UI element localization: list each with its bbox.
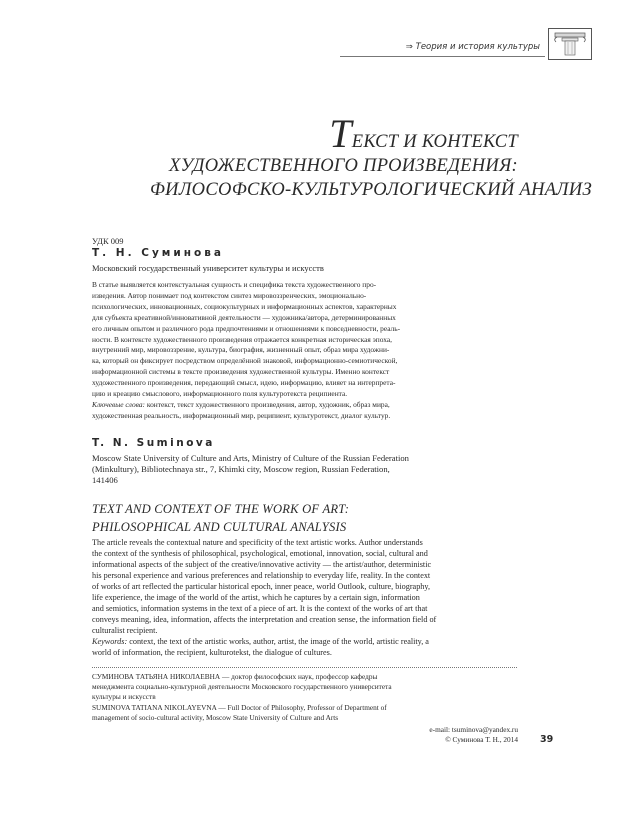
author-name-ru: Т. Н. Суминова — [92, 247, 224, 259]
column-logo — [548, 28, 592, 60]
abstract-line: and semiotics, information systems in the text of a piece of art. It is the context of the works of art that — [92, 604, 428, 613]
abstract-line: внутренний мир, мировоззрение, культура, биография, жизненный опыт, образ мира художни- — [92, 345, 390, 355]
abstract-line: для субъекта креативной/инновативной деятельности — художника/автора, детерминированных — [92, 312, 396, 322]
section-title: Теория и история культуры — [415, 42, 540, 52]
abstract-line: informational aspects of the subject of the creative/innovative activity — the artist/author, deterministic — [92, 560, 432, 569]
keywords-text-en: context, the text of the artistic works, author, artist, the image of the world, artistic reality, a — [127, 637, 429, 646]
title-line-3: ФИЛОСОФСКО-КУЛЬТУРОЛОГИЧЕСКИЙ АНАЛИЗ — [150, 180, 592, 200]
arrow-icon: ⇒ — [405, 42, 413, 52]
affiliation-en — [92, 453, 517, 486]
keywords-en — [92, 636, 516, 647]
article-title-ru — [150, 111, 592, 202]
keywords-label-ru: Ключевые слова: — [92, 399, 145, 409]
title-en-line-1: TEXT AND CONTEXT OF THE WORK OF ART: — [92, 502, 350, 516]
running-header — [340, 42, 540, 52]
title-line-2: ХУДОЖЕСТВЕННОГО ПРОИЗВЕДЕНИЯ: — [169, 156, 518, 176]
contact-block — [300, 725, 518, 745]
title-initial: Т — [329, 111, 352, 156]
abstract-line: ности. В контексте художественного произведения отражается конкретная историческая эпоха, — [92, 334, 392, 344]
abstract-line: conveys meaning, idea, information, affects the interpretation and creation sense, the information field of — [92, 615, 437, 624]
keywords-ru — [92, 400, 514, 411]
title-en-line-2: PHILOSOPHICAL AND CULTURAL ANALYSIS — [92, 520, 347, 534]
page-number: 39 — [540, 734, 554, 745]
abstract-line: The article reveals the contextual nature and specificity of the text artistic works. Author understands — [92, 538, 423, 547]
abstract-line: психологических, инновационных, социокультурных и информационных аспектов, характерных — [92, 301, 397, 311]
abstract-line: culturalist recipient. — [92, 626, 158, 635]
copyright-notice: © Суминова Т. Н., 2014 — [445, 735, 518, 745]
affiliation-line: Moscow State University of Culture and Arts, Ministry of Culture of the Russian Federation — [92, 453, 409, 463]
affiliation-line: (Minkultury), Bibliotechnaya str., 7, Khimki city, Moscow region, Russian Federation, — [92, 464, 390, 474]
author-name-en: T. N. Suminova — [92, 437, 215, 449]
title-line-1: ЕКСТ И КОНТЕКСТ — [351, 132, 518, 152]
abstract-line: of works of art reflected the particular historical epoch, inner peace, world Outlook, culture, biography, — [92, 582, 430, 591]
abstract-line: художественного произведения, передающий смысл, идею, информацию, влияет на интерпрета- — [92, 378, 396, 388]
keywords-text-ru: контекст, текст художественного произведения, автор, художник, образ мира, — [145, 399, 390, 409]
affiliation-ru: Московский государственный университет культуры и искусств — [92, 263, 324, 273]
abstract-line: life experience, the image of the world of the artist, which he captures by a certain sign, information — [92, 593, 420, 602]
abstract-line: цию и креацию смыслового, информационного поля культуротекста реципиента. — [92, 389, 348, 399]
abstract-ru — [92, 280, 514, 422]
keywords-label-en: Keywords: — [92, 637, 128, 646]
header-rule — [340, 56, 545, 57]
abstract-line: информационной системы в тексте произведения художественной культуры. Именно контекст — [92, 367, 390, 377]
article-title-en — [92, 500, 522, 536]
abstract-line: his personal experience and various preferences and relationship to everyday life, reality. In the context — [92, 571, 431, 580]
footnote-line: SUMINOVA TATIANA NIKOLAYEVNA — Full Doctor of Philosophy, Professor of Department of — [92, 702, 387, 712]
abstract-line: его личным опытом и различного рода предпочтениями и отношениями к повседневности, реаль- — [92, 323, 401, 333]
udc-code: УДК 009 — [92, 236, 124, 246]
keywords-en-line2: world of information, the recipient, kulturotekst, the dialogue of cultures. — [92, 648, 332, 657]
column-capital-icon — [549, 29, 591, 59]
email-link[interactable]: e-mail: tsuminova@yandex.ru — [429, 725, 518, 734]
affiliation-line: 141406 — [92, 475, 118, 485]
footnote-line: культуры и искусств — [92, 692, 156, 702]
abstract-line: В статье выявляется контекстуальная сущность и специфика текста художественного про- — [92, 280, 377, 289]
footnote-line: менеджмента социально-культурной деятельности Московского государственного университета — [92, 682, 392, 692]
footnote-line: management of socio-cultural activity, Moscow State University of Culture and Arts — [92, 712, 339, 722]
abstract-en — [92, 537, 516, 658]
footnote-divider — [92, 667, 517, 668]
author-footnote — [92, 672, 517, 723]
abstract-line: изведения. Автор понимает под контекстом синтез мировоззренческих, эмоционально- — [92, 290, 367, 300]
abstract-line: ка, который он фиксирует посредством определённой знаковой, информационно-семиотической, — [92, 356, 398, 366]
keywords-ru-line2: художественная реальность, информационный мир, реципиент, культуротекст, диалог культур. — [92, 410, 391, 420]
abstract-line: the context of the synthesis of philosophical, psychological, emotional, innovation, social, cultural and — [92, 549, 428, 558]
footnote-line: СУМИНОВА ТАТЬЯНА НИКОЛАЕВНА — доктор философских наук, профессор кафедры — [92, 672, 378, 681]
